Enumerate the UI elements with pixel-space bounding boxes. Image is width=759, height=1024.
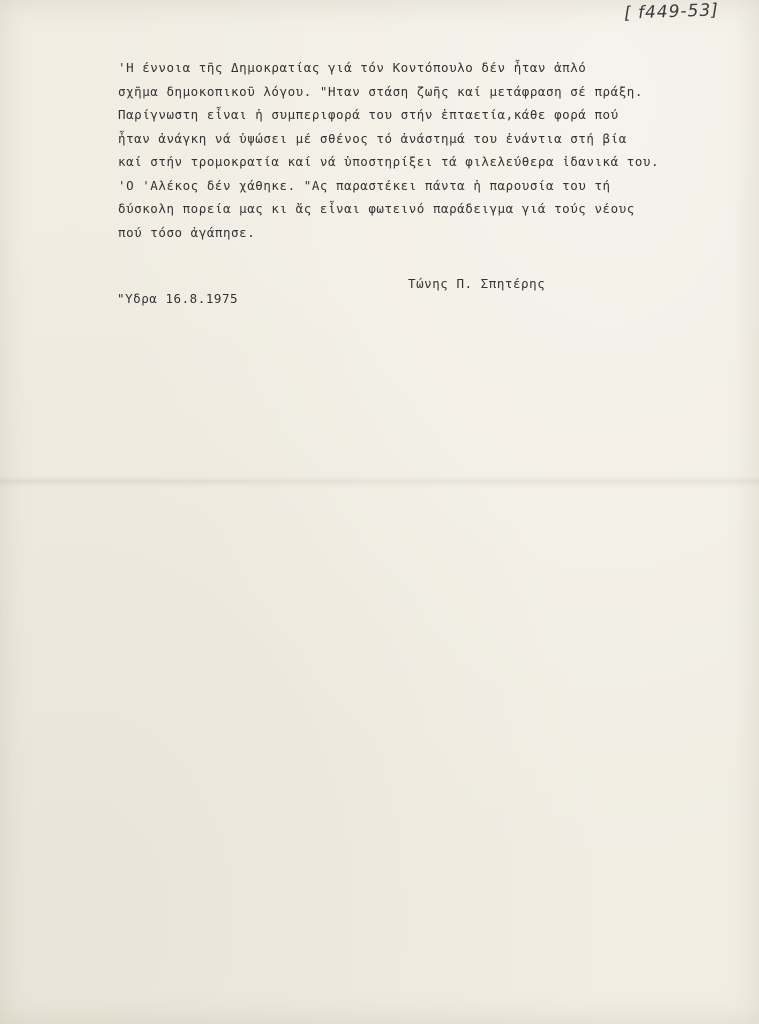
letter-body — [118, 56, 659, 244]
body-line: δύσκολη πορεία μας κι ἄς εἶναι φωτεινό παράδειγμα γιά τούς νέους — [118, 201, 635, 216]
body-line: ἦταν ἀνάγκη νά ὑψώσει μέ σθένος τό ἀνάστημά του ἐνάντια στή βία — [118, 130, 627, 146]
body-line: πού τόσο ἀγάπησε. — [118, 224, 256, 240]
body-line: 'Ο 'Αλέκος δέν χάθηκε. "Ας παραστέκει πάντα ἡ παρουσία του τή — [118, 177, 611, 193]
signature-name: Τώνης Π. Σπητέρης — [408, 276, 546, 291]
place-date-line: "Υδρα 16.8.1975 — [117, 291, 239, 306]
body-line: σχῆμα δημοκοπικοῦ λόγου. "Ηταν στάση ζωῆς καί μετάφραση σέ πράξη. — [118, 83, 643, 99]
body-line: 'Η έννοια τῆς Δημοκρατίας γιά τόν Κοντόπουλο δέν ἦταν ἁπλό — [118, 60, 587, 75]
archive-reference-mark: [ f449-53] — [623, 0, 720, 24]
body-line: Παρίγνωστη εἶναι ἡ συμπεριφορά του στήν ἑπταετία,κάθε φορά πού — [118, 107, 619, 122]
body-line: καί στήν τρομοκρατία καί νά ὑποστηρίξει τά φιλελεύθερα ἰδανικά του. — [118, 154, 660, 169]
